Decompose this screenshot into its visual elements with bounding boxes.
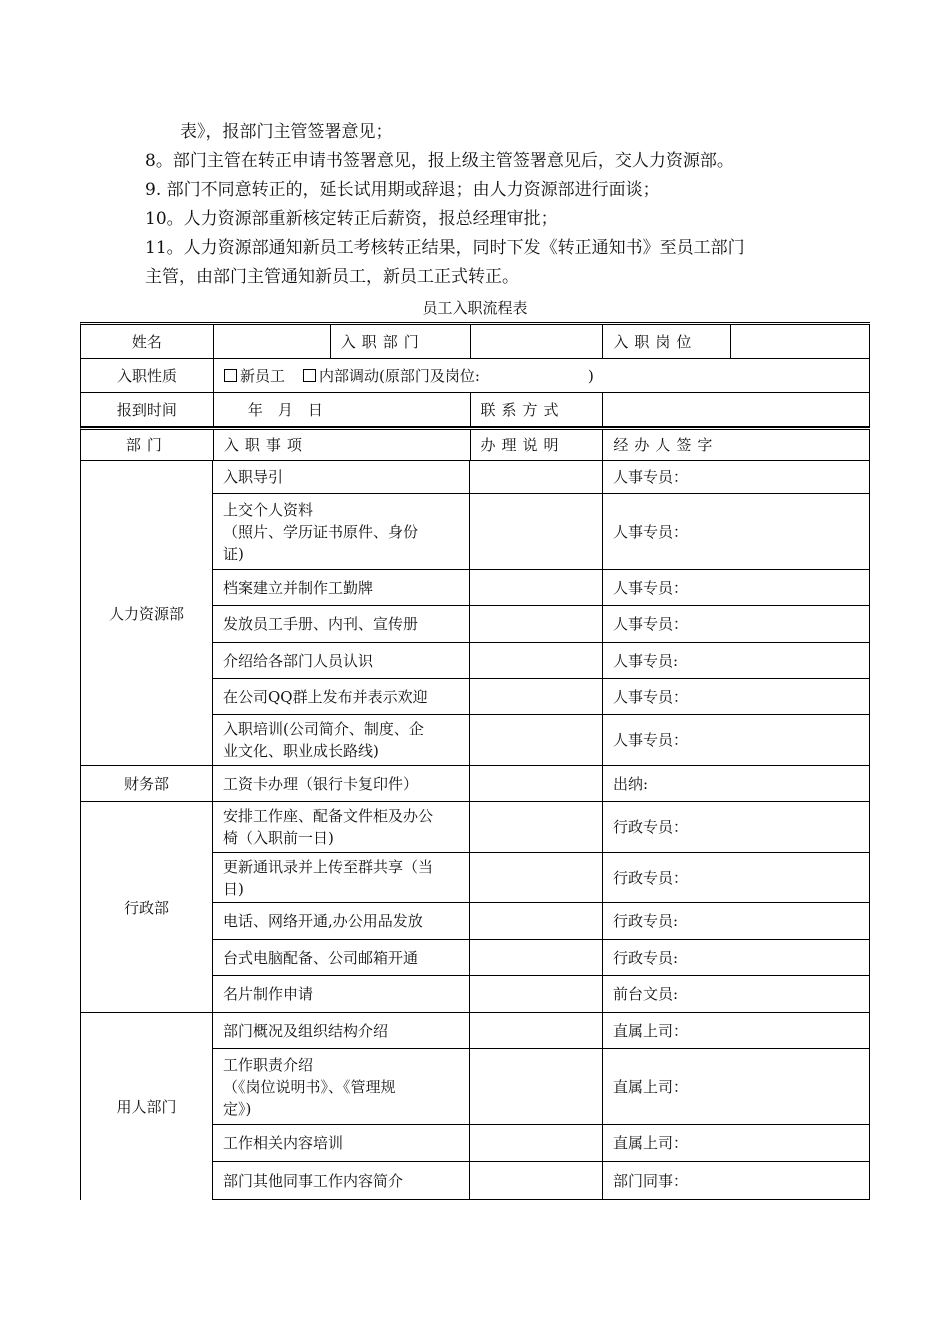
note-cell [470, 715, 603, 766]
note-cell [470, 766, 603, 802]
note-cell [470, 853, 603, 903]
item-text: 发放员工手册、内刊、宣传册 [223, 615, 419, 633]
item-text: 名片制作申请 [223, 985, 314, 1003]
dept-label: 入职部门 [331, 325, 471, 359]
signer-cell: 前台文员: [603, 976, 870, 1013]
dept-name: 行政部 [81, 802, 213, 1013]
report-time-label: 报到时间 [81, 393, 214, 427]
item-text: 介绍给各部门人员认识 [223, 651, 374, 670]
note-cell [470, 606, 603, 643]
paragraph-line: 主管，由部门主管通知新员工，新员工正式转正。 [145, 267, 519, 287]
item-text: 工作相关内容培训 [223, 1134, 344, 1152]
signer-cell: 部门同事： [603, 1162, 870, 1200]
header-row-report [80, 393, 870, 427]
paragraph-line: 表》，报部门主管签署意见； [180, 122, 393, 142]
item-text: 业文化、职业成长路线) [223, 742, 379, 760]
item-text: 上交个人资料 [223, 500, 314, 519]
col-dept: 部门 [81, 430, 214, 461]
col-signer: 经办人签字 [603, 430, 870, 461]
signer-cell: 人事专员： [603, 494, 870, 570]
dept-group-hiring [80, 1013, 870, 1200]
note-cell [470, 494, 603, 570]
table-row [213, 1162, 870, 1200]
name-label: 姓名 [81, 325, 214, 359]
dept-group-admin [80, 802, 870, 1013]
item-text: （照片、学历证书原件、身份 [223, 522, 419, 541]
signer-cell: 行政专员: [603, 940, 870, 976]
signer-cell: 人事专员： [603, 570, 870, 606]
paragraph-line: 8。部门主管在转正申请书签署意见，报上级主管签署意见后，交人力资源部。 [145, 151, 734, 171]
note-cell [470, 679, 603, 715]
nature-label: 入职性质 [81, 359, 214, 393]
column-header-row [80, 427, 870, 461]
post-label: 入职岗位 [603, 325, 731, 359]
name-value [214, 325, 331, 359]
signer-cell: 直属上司： [603, 1049, 870, 1125]
note-cell [470, 1125, 603, 1162]
table-row [213, 570, 870, 606]
item-text: 入职导引 [223, 468, 284, 486]
note-cell [470, 570, 603, 606]
signer-cell: 人事专员: [603, 643, 870, 679]
table-row [213, 679, 870, 715]
signer-cell: 直属上司： [603, 1125, 870, 1162]
item-text: 台式电脑配备、公司邮箱开通 [223, 948, 419, 967]
dept-group-finance [80, 766, 870, 802]
table-row [213, 461, 870, 494]
item-text: 定》) [223, 1099, 252, 1118]
item-text: 工资卡办理（银行卡复印件） [223, 774, 419, 793]
paragraph-line: 9. 部门不同意转正的，延长试用期或辞退；由人力资源部进行面谈； [145, 180, 660, 200]
item-text: 部门其他同事工作内容简介 [223, 1171, 404, 1190]
note-cell [470, 903, 603, 940]
header-row-name [80, 322, 870, 359]
post-value [731, 325, 870, 359]
signer-cell: 人事专员： [603, 606, 870, 643]
item-text: 在公司QQ群上发布并表示欢迎 [223, 687, 428, 706]
table-row [213, 853, 870, 903]
signer-cell: 行政专员： [603, 853, 870, 903]
item-text: 更新通讯录并上传至群共享（当 [223, 857, 434, 876]
item-text: 安排工作座、配备文件柜及办公 [223, 807, 434, 825]
report-date: 年 月 日 [214, 393, 471, 427]
table-row [213, 766, 870, 802]
item-text: 档案建立并制作工勤牌 [223, 578, 374, 597]
signer-cell: 行政专员： [603, 802, 870, 853]
internal-transfer-label: 内部调动(原部门及岗位: [319, 366, 480, 385]
paragraph-line: 10。人力资源部重新核定转正后薪资，报总经理审批； [145, 209, 558, 229]
note-cell [470, 976, 603, 1013]
item-text: （《岗位说明书》、《管理规 [223, 1077, 396, 1096]
table-row [213, 494, 870, 570]
col-item: 入职事项 [214, 430, 471, 461]
item-text: 椅（入职前一日) [223, 829, 334, 847]
dept-name: 人力资源部 [81, 461, 213, 766]
table-row [213, 802, 870, 853]
signer-cell: 人事专员： [603, 461, 870, 494]
note-cell [470, 1013, 603, 1049]
contact-label: 联系方式 [471, 393, 604, 427]
dept-name: 财务部 [81, 766, 213, 802]
table-caption: 员工入职流程表 [422, 299, 528, 317]
signer-cell: 出纳: [603, 766, 870, 802]
item-text: 入职培训(公司简介、制度、企 [223, 720, 424, 738]
table-row [213, 606, 870, 643]
signer-cell: 人事专员： [603, 679, 870, 715]
nature-options [214, 359, 870, 393]
item-text: 工作职责介绍 [223, 1055, 314, 1074]
note-cell [470, 940, 603, 976]
table-row [213, 976, 870, 1013]
onboarding-table [80, 322, 870, 1200]
item-text: 日) [223, 879, 244, 898]
note-cell [470, 802, 603, 853]
item-text: 部门概况及组织结构介绍 [223, 1021, 389, 1040]
note-cell [470, 1049, 603, 1125]
header-row-nature [80, 359, 870, 393]
contact-value [603, 393, 870, 427]
new-employee-label: 新员工 [240, 366, 286, 385]
new-employee-checkbox[interactable] [224, 369, 237, 382]
signer-cell: 直属上司： [603, 1013, 870, 1049]
item-text: 电话、网络开通,办公用品发放 [223, 912, 423, 930]
table-row [213, 940, 870, 976]
signer-cell: 行政专员: [603, 903, 870, 940]
col-note: 办理说明 [471, 430, 604, 461]
table-row [213, 903, 870, 940]
dept-name: 用人部门 [81, 1013, 213, 1200]
table-row [213, 715, 870, 766]
dept-group-hr [80, 461, 870, 766]
dept-value [471, 325, 604, 359]
internal-transfer-checkbox[interactable] [303, 369, 316, 382]
item-text: 证) [223, 544, 244, 563]
note-cell [470, 643, 603, 679]
paragraph-line: 11。人力资源部通知新员工考核转正结果，同时下发《转正通知书》至员工部门 [145, 238, 745, 258]
close-paren: ) [587, 366, 594, 385]
note-cell [470, 1162, 603, 1200]
table-row [213, 1049, 870, 1125]
table-row [213, 1125, 870, 1162]
table-row [213, 1013, 870, 1049]
table-row [213, 643, 870, 679]
note-cell [470, 461, 603, 494]
signer-cell: 人事专员： [603, 715, 870, 766]
